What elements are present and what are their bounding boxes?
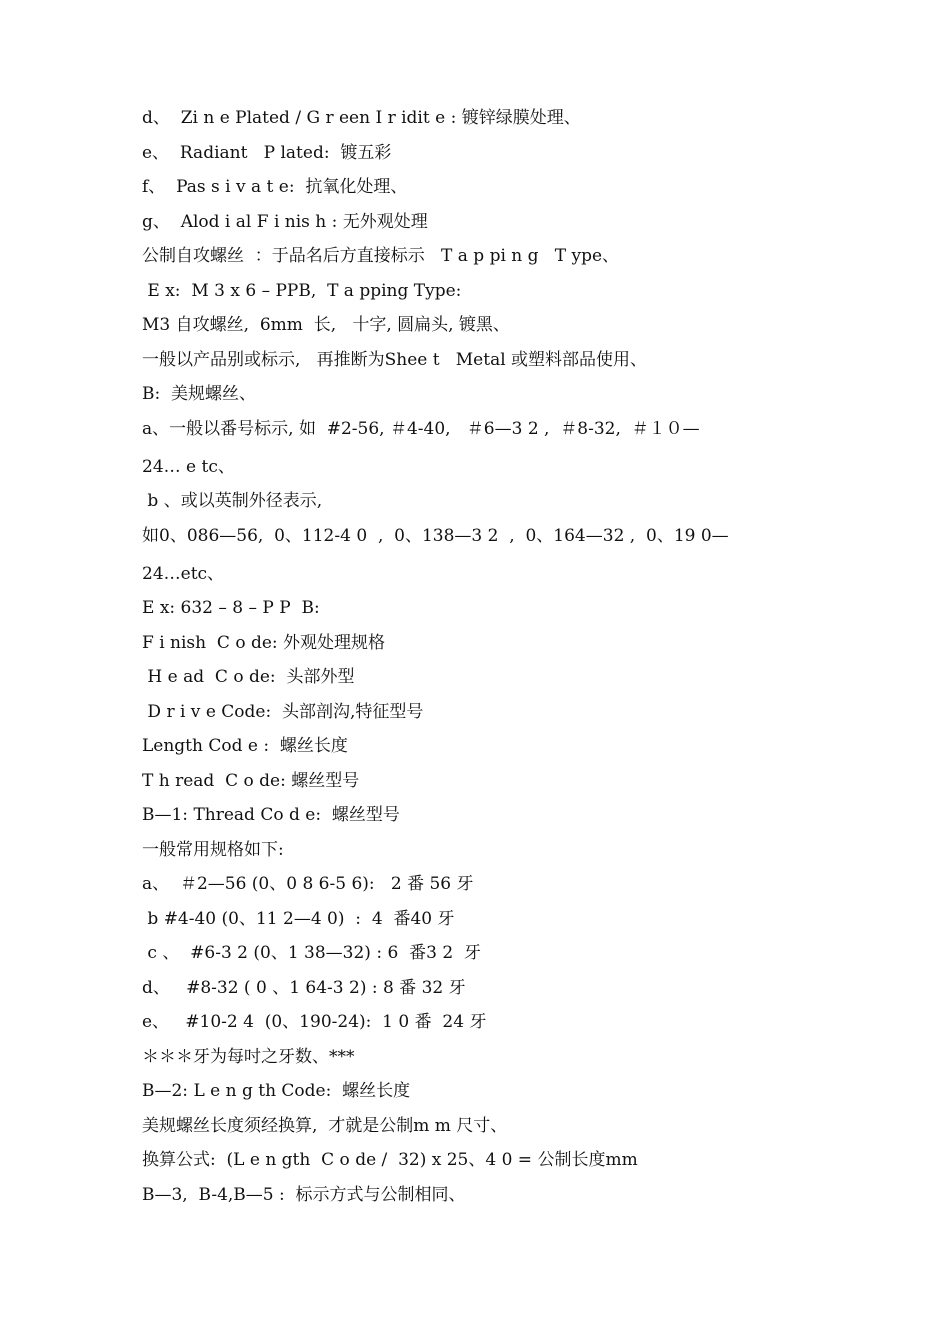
text-line: B—2: L e n g th Code: 螺丝长度	[142, 1081, 411, 1101]
text-line: d、 Zi n e Plated / G r een I r idit e : 镀锌绿膜处理、	[142, 108, 581, 128]
text-line: 美规螺丝长度须经换算, 才就是公制m m 尺寸、	[142, 1115, 508, 1136]
text-line: g、 Alod i al F i nis h : 无外观处理	[142, 211, 428, 232]
text-line: M3 自攻螺丝, 6mm 长, 十字, 圆扁头, 镀黑、	[142, 315, 510, 335]
text-line: ＊＊＊牙为每吋之牙数、***	[142, 1046, 355, 1067]
text-line: e、 #10-2 4 (0、190-24): 1 0 番 24 牙	[142, 1012, 487, 1032]
text-line: b 、或以英制外径表示,	[142, 491, 323, 511]
text-line: 一般常用规格如下:	[142, 839, 284, 860]
text-line: d、 #8-32 ( 0 、1 64-3 2) : 8 番 32 牙	[142, 977, 466, 998]
text-line: 24…etc、	[142, 563, 225, 584]
text-line: b #4-40 (0、11 2—4 0) : 4 番40 牙	[142, 908, 455, 929]
text-line: H e ad C o de: 头部外型	[142, 667, 355, 687]
text-line: 换算公式: (L e n gth C o de / 32) x 25、4 0 = 公制长度mm	[142, 1150, 638, 1170]
text-line: D r i v e Code: 头部剖沟,特征型号	[142, 701, 424, 722]
text-line: a、一般以番号标示, 如 #2-56, ＃4-40, ＃6—3 2 , ＃8-32, ＃１０—	[142, 418, 700, 439]
text-line: 一般以产品别或标示, 再推断为Shee t Metal 或塑料部品使用、	[142, 349, 648, 370]
document-body	[142, 104, 822, 1215]
text-line: e、 Radiant P lated: 镀五彩	[142, 142, 392, 163]
text-line: T h read C o de: 螺丝型号	[142, 770, 360, 791]
text-line: 24… e tc、	[142, 456, 235, 477]
text-line: B—1: Thread Co d e: 螺丝型号	[142, 805, 400, 825]
text-line: F i nish C o de: 外观处理规格	[142, 632, 386, 653]
text-line: B: 美规螺丝、	[142, 384, 257, 404]
text-line: E x: M 3 x 6 – PPB, T a pping Type:	[142, 280, 462, 301]
text-line: 如0、086—56, 0、112-4 0 , 0、138—3 2 , 0、164—32 , 0、19 0—	[142, 525, 729, 546]
text-line: 公制自攻螺丝 ：于品名后方直接标示 T a p pi n g T ype、	[142, 246, 620, 266]
text-line: a、 ＃2—56 (0、0 8 6-5 6): 2 番 56 牙	[142, 874, 474, 894]
text-line: f、 Pas s i v a t e: 抗氧化处理、	[142, 177, 408, 197]
text-line: c 、 #6-3 2 (0、1 38—32) : 6 番3 2 牙	[142, 943, 481, 963]
text-line: E x: 632 – 8 – P P B:	[142, 598, 320, 618]
text-line: B—3, B-4,B—5 : 标示方式与公制相同、	[142, 1184, 466, 1205]
text-line: Length Cod e : 螺丝长度	[142, 736, 348, 756]
